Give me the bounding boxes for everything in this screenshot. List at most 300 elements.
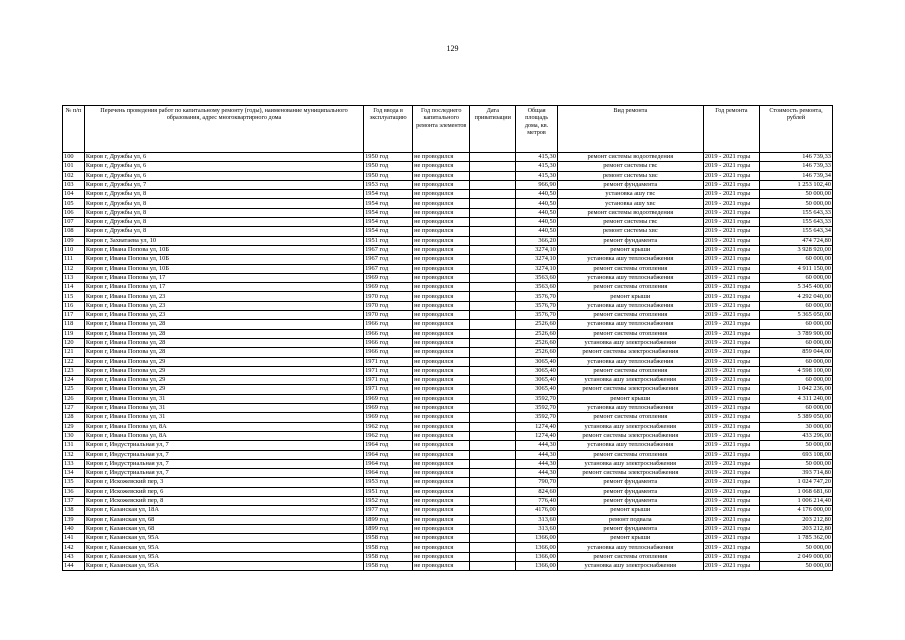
repair-kind: ремонт системы электроснабжения	[557, 431, 703, 440]
table-row	[63, 487, 833, 496]
year-built: 1962 год	[364, 431, 413, 440]
table-row	[63, 394, 833, 403]
year-built: 1966 год	[364, 329, 413, 338]
total-area: 440,50	[516, 208, 558, 217]
house-address: Киров г, Ивана Попова ул, 8А	[84, 431, 363, 440]
table-row	[63, 524, 833, 533]
row-number: 107	[63, 218, 85, 227]
repair-period: 2019 - 2021 годы	[703, 431, 759, 440]
repair-kind: ремонт системы электроснабжения	[557, 348, 703, 357]
total-area: 3065,40	[516, 366, 558, 375]
repair-kind: ремонт фундамента	[557, 478, 703, 487]
privatization-date	[470, 348, 516, 357]
row-number: 124	[63, 376, 85, 385]
header-last-repair: Год последнего капитального ремонта элементов	[413, 106, 470, 153]
last-repair: не проводился	[413, 534, 470, 543]
row-number: 126	[63, 394, 85, 403]
privatization-date	[470, 301, 516, 310]
last-repair: не проводился	[413, 562, 470, 571]
house-address: Киров г, Ивана Попова ул, 31	[84, 394, 363, 403]
privatization-date	[470, 329, 516, 338]
last-repair: не проводился	[413, 283, 470, 292]
total-area: 313,60	[516, 515, 558, 524]
total-area: 1366,00	[516, 543, 558, 552]
table-row	[63, 431, 833, 440]
repair-period: 2019 - 2021 годы	[703, 459, 759, 468]
privatization-date	[470, 543, 516, 552]
repair-cost: 3 789 900,00	[760, 329, 833, 338]
total-area: 415,30	[516, 162, 558, 171]
last-repair: не проводился	[413, 348, 470, 357]
repair-kind: установка ашу хвс	[557, 199, 703, 208]
repair-period: 2019 - 2021 годы	[703, 190, 759, 199]
repair-kind: ремонт системы электроснабжения	[557, 469, 703, 478]
house-address: Киров г, Казанская ул, 18А	[84, 506, 363, 515]
year-built: 1969 год	[364, 273, 413, 282]
row-number: 139	[63, 515, 85, 524]
repair-period: 2019 - 2021 годы	[703, 171, 759, 180]
last-repair: не проводился	[413, 329, 470, 338]
repair-period: 2019 - 2021 годы	[703, 394, 759, 403]
year-built: 1967 год	[364, 245, 413, 254]
privatization-date	[470, 441, 516, 450]
privatization-date	[470, 273, 516, 282]
table-row	[63, 283, 833, 292]
repair-cost: 4 598 100,00	[760, 366, 833, 375]
year-built: 1969 год	[364, 394, 413, 403]
repair-period: 2019 - 2021 годы	[703, 218, 759, 227]
repair-cost: 203 212,80	[760, 524, 833, 533]
house-address: Киров г, Ивана Попова ул, 29	[84, 376, 363, 385]
year-built: 1969 год	[364, 404, 413, 413]
table-row	[63, 292, 833, 301]
repair-period: 2019 - 2021 годы	[703, 496, 759, 505]
total-area: 440,50	[516, 190, 558, 199]
total-area: 440,50	[516, 218, 558, 227]
total-area: 2526,60	[516, 320, 558, 329]
last-repair: не проводился	[413, 413, 470, 422]
privatization-date	[470, 515, 516, 524]
row-number: 123	[63, 366, 85, 375]
repair-cost: 60 000,00	[760, 255, 833, 264]
repair-period: 2019 - 2021 годы	[703, 301, 759, 310]
table-row	[63, 469, 833, 478]
year-built: 1950 год	[364, 171, 413, 180]
row-number: 119	[63, 329, 85, 338]
total-area: 790,70	[516, 478, 558, 487]
table-row	[63, 459, 833, 468]
last-repair: не проводился	[413, 394, 470, 403]
repair-cost: 50 000,00	[760, 190, 833, 199]
row-number: 120	[63, 338, 85, 347]
total-area: 1274,40	[516, 422, 558, 431]
last-repair: не проводился	[413, 357, 470, 366]
total-area: 313,60	[516, 524, 558, 533]
last-repair: не проводился	[413, 376, 470, 385]
privatization-date	[470, 311, 516, 320]
house-address: Киров г, Дружбы ул, 6	[84, 162, 363, 171]
last-repair: не проводился	[413, 487, 470, 496]
year-built: 1967 год	[364, 255, 413, 264]
table-row	[63, 255, 833, 264]
year-built: 1969 год	[364, 413, 413, 422]
table-row	[63, 171, 833, 180]
house-address: Киров г, Искожевский пер, 8	[84, 496, 363, 505]
repair-cost: 60 000,00	[760, 376, 833, 385]
repair-kind: установка ашу электроснабжения	[557, 562, 703, 571]
last-repair: не проводился	[413, 218, 470, 227]
header-address: Перечень проведения работ по капитальному ремонту (годы), наименование муниципального образования, адрес многоквартирного дома	[84, 106, 363, 153]
repair-period: 2019 - 2021 годы	[703, 506, 759, 515]
header-year-built: Год ввода в эксплуатацию	[364, 106, 413, 153]
house-address: Киров г, Искожевский пер, 6	[84, 487, 363, 496]
repair-period: 2019 - 2021 годы	[703, 180, 759, 189]
year-built: 1966 год	[364, 348, 413, 357]
total-area: 1366,00	[516, 534, 558, 543]
row-number: 102	[63, 171, 85, 180]
last-repair: не проводился	[413, 171, 470, 180]
year-built: 1970 год	[364, 301, 413, 310]
privatization-date	[470, 376, 516, 385]
repair-cost: 1 253 102,40	[760, 180, 833, 189]
repair-cost: 693 108,00	[760, 450, 833, 459]
total-area: 440,50	[516, 227, 558, 236]
total-area: 776,40	[516, 496, 558, 505]
house-address: Киров г, Дружбы ул, 6	[84, 153, 363, 162]
table-row	[63, 320, 833, 329]
row-number: 103	[63, 180, 85, 189]
repair-cost: 5 389 050,00	[760, 413, 833, 422]
privatization-date	[470, 357, 516, 366]
repair-kind: установка ашу теплоснабжения	[557, 255, 703, 264]
year-built: 1966 год	[364, 320, 413, 329]
house-address: Киров г, Ивана Попова ул, 29	[84, 357, 363, 366]
repair-cost: 30 000,00	[760, 422, 833, 431]
house-address: Киров г, Дружбы ул, 8	[84, 199, 363, 208]
privatization-date	[470, 562, 516, 571]
table-row	[63, 552, 833, 561]
table-row	[63, 218, 833, 227]
privatization-date	[470, 199, 516, 208]
total-area: 3576,70	[516, 311, 558, 320]
last-repair: не проводился	[413, 543, 470, 552]
repair-kind: ремонт системы гвс	[557, 162, 703, 171]
repair-kind: ремонт системы электроснабжения	[557, 385, 703, 394]
repair-cost: 50 000,00	[760, 459, 833, 468]
last-repair: не проводился	[413, 441, 470, 450]
house-address: Киров г, Ивана Попова ул, 31	[84, 413, 363, 422]
house-address: Киров г, Дружбы ул, 8	[84, 227, 363, 236]
privatization-date	[470, 394, 516, 403]
house-address: Киров г, Ивана Попова ул, 17	[84, 273, 363, 282]
year-built: 1950 год	[364, 162, 413, 171]
repair-kind: ремонт системы отопления	[557, 329, 703, 338]
privatization-date	[470, 227, 516, 236]
repair-period: 2019 - 2021 годы	[703, 478, 759, 487]
last-repair: не проводился	[413, 524, 470, 533]
repair-cost: 60 000,00	[760, 357, 833, 366]
privatization-date	[470, 283, 516, 292]
row-number: 108	[63, 227, 85, 236]
repair-cost: 2 049 000,00	[760, 552, 833, 561]
table-row	[63, 506, 833, 515]
privatization-date	[470, 208, 516, 217]
total-area: 2526,60	[516, 329, 558, 338]
repair-kind: ремонт системы хвс	[557, 171, 703, 180]
repair-period: 2019 - 2021 годы	[703, 562, 759, 571]
last-repair: не проводился	[413, 208, 470, 217]
repair-kind: установка ашу теплоснабжения	[557, 301, 703, 310]
privatization-date	[470, 264, 516, 273]
year-built: 1954 год	[364, 199, 413, 208]
row-number: 122	[63, 357, 85, 366]
repair-kind: ремонт крыши	[557, 506, 703, 515]
repair-period: 2019 - 2021 годы	[703, 450, 759, 459]
row-number: 118	[63, 320, 85, 329]
total-area: 3563,60	[516, 273, 558, 282]
repair-period: 2019 - 2021 годы	[703, 255, 759, 264]
last-repair: не проводился	[413, 162, 470, 171]
year-built: 1971 год	[364, 376, 413, 385]
total-area: 2526,60	[516, 348, 558, 357]
table-row	[63, 264, 833, 273]
table-row	[63, 348, 833, 357]
repair-kind: ремонт системы водоотведения	[557, 208, 703, 217]
repair-cost: 4 176 000,00	[760, 506, 833, 515]
last-repair: не проводился	[413, 301, 470, 310]
last-repair: не проводился	[413, 422, 470, 431]
house-address: Киров г, Ивана Попова ул, 28	[84, 338, 363, 347]
year-built: 1950 год	[364, 153, 413, 162]
repair-kind: установка ашу гвс	[557, 190, 703, 199]
last-repair: не проводился	[413, 552, 470, 561]
house-address: Киров г, Дружбы ул, 8	[84, 208, 363, 217]
privatization-date	[470, 292, 516, 301]
year-built: 1951 год	[364, 487, 413, 496]
privatization-date	[470, 534, 516, 543]
table-row	[63, 534, 833, 543]
row-number: 128	[63, 413, 85, 422]
last-repair: не проводился	[413, 311, 470, 320]
total-area: 3592,70	[516, 404, 558, 413]
last-repair: не проводился	[413, 320, 470, 329]
year-built: 1964 год	[364, 469, 413, 478]
row-number: 136	[63, 487, 85, 496]
house-address: Киров г, Ивана Попова ул, 28	[84, 320, 363, 329]
repair-kind: ремонт фундамента	[557, 496, 703, 505]
row-number: 113	[63, 273, 85, 282]
repair-cost: 4 292 040,00	[760, 292, 833, 301]
repair-cost: 60 000,00	[760, 273, 833, 282]
last-repair: не проводился	[413, 292, 470, 301]
repair-period: 2019 - 2021 годы	[703, 245, 759, 254]
repair-cost: 393 714,80	[760, 469, 833, 478]
row-number: 114	[63, 283, 85, 292]
year-built: 1958 год	[364, 543, 413, 552]
total-area: 966,90	[516, 180, 558, 189]
repair-cost: 50 000,00	[760, 543, 833, 552]
privatization-date	[470, 413, 516, 422]
repair-period: 2019 - 2021 годы	[703, 543, 759, 552]
row-number: 105	[63, 199, 85, 208]
row-number: 100	[63, 153, 85, 162]
house-address: Киров г, Дружбы ул, 8	[84, 190, 363, 199]
table-row	[63, 338, 833, 347]
year-built: 1954 год	[364, 208, 413, 217]
repair-cost: 1 068 681,60	[760, 487, 833, 496]
repair-kind: установка ашу теплоснабжения	[557, 357, 703, 366]
house-address: Киров г, Дружбы ул, 8	[84, 218, 363, 227]
table-row	[63, 413, 833, 422]
repair-kind: ремонт системы отопления	[557, 366, 703, 375]
row-number: 132	[63, 450, 85, 459]
last-repair: не проводился	[413, 404, 470, 413]
last-repair: не проводился	[413, 190, 470, 199]
repair-period: 2019 - 2021 годы	[703, 320, 759, 329]
row-number: 117	[63, 311, 85, 320]
repair-cost: 5 345 400,00	[760, 283, 833, 292]
row-number: 125	[63, 385, 85, 394]
repair-period: 2019 - 2021 годы	[703, 227, 759, 236]
repair-cost: 5 365 050,00	[760, 311, 833, 320]
privatization-date	[470, 236, 516, 245]
privatization-date	[470, 487, 516, 496]
last-repair: не проводился	[413, 264, 470, 273]
repair-period: 2019 - 2021 годы	[703, 273, 759, 282]
total-area: 4176,00	[516, 506, 558, 515]
last-repair: не проводился	[413, 366, 470, 375]
table-row	[63, 301, 833, 310]
total-area: 2526,60	[516, 338, 558, 347]
year-built: 1971 год	[364, 357, 413, 366]
table-row	[63, 180, 833, 189]
repair-period: 2019 - 2021 годы	[703, 236, 759, 245]
table-header-row	[63, 106, 833, 153]
house-address: Киров г, Захватаева ул, 10	[84, 236, 363, 245]
table-row	[63, 376, 833, 385]
repair-kind: установка ашу теплоснабжения	[557, 320, 703, 329]
house-address: Киров г, Искожевский пер, 3	[84, 478, 363, 487]
total-area: 824,60	[516, 487, 558, 496]
year-built: 1964 год	[364, 459, 413, 468]
repair-period: 2019 - 2021 годы	[703, 524, 759, 533]
last-repair: не проводился	[413, 180, 470, 189]
total-area: 444,30	[516, 459, 558, 468]
repair-cost: 155 643,34	[760, 227, 833, 236]
house-address: Киров г, Ивана Попова ул, 10Б	[84, 264, 363, 273]
repair-cost: 4 911 150,00	[760, 264, 833, 273]
row-number: 106	[63, 208, 85, 217]
repair-kind: установка ашу электроснабжения	[557, 376, 703, 385]
header-area: Общая площадь дома, кв. метров	[516, 106, 558, 153]
year-built: 1952 год	[364, 496, 413, 505]
repair-cost: 60 000,00	[760, 320, 833, 329]
house-address: Киров г, Казанская ул, 68	[84, 524, 363, 533]
privatization-date	[470, 171, 516, 180]
house-address: Киров г, Индустриальная ул, 7	[84, 450, 363, 459]
year-built: 1971 год	[364, 366, 413, 375]
year-built: 1951 год	[364, 236, 413, 245]
privatization-date	[470, 422, 516, 431]
privatization-date	[470, 385, 516, 394]
privatization-date	[470, 404, 516, 413]
house-address: Киров г, Ивана Попова ул, 23	[84, 292, 363, 301]
total-area: 3065,40	[516, 376, 558, 385]
total-area: 1366,00	[516, 552, 558, 561]
privatization-date	[470, 338, 516, 347]
privatization-date	[470, 552, 516, 561]
repair-cost: 1 006 214,40	[760, 496, 833, 505]
row-number: 135	[63, 478, 85, 487]
repair-kind: ремонт системы отопления	[557, 552, 703, 561]
privatization-date	[470, 459, 516, 468]
privatization-date	[470, 506, 516, 515]
page-number: 129	[446, 44, 459, 53]
repair-period: 2019 - 2021 годы	[703, 357, 759, 366]
repair-cost: 433 296,00	[760, 431, 833, 440]
row-number: 144	[63, 562, 85, 571]
house-address: Киров г, Ивана Попова ул, 17	[84, 283, 363, 292]
table-row	[63, 385, 833, 394]
row-number: 110	[63, 245, 85, 254]
privatization-date	[470, 478, 516, 487]
table-row	[63, 199, 833, 208]
repair-period: 2019 - 2021 годы	[703, 348, 759, 357]
repair-cost: 474 724,80	[760, 236, 833, 245]
table-row	[63, 515, 833, 524]
last-repair: не проводился	[413, 236, 470, 245]
total-area: 415,30	[516, 171, 558, 180]
total-area: 444,30	[516, 441, 558, 450]
last-repair: не проводился	[413, 227, 470, 236]
header-privatization: Дата приватизации	[470, 106, 516, 153]
repair-cost: 146 739,34	[760, 171, 833, 180]
year-built: 1954 год	[364, 227, 413, 236]
house-address: Киров г, Ивана Попова ул, 23	[84, 301, 363, 310]
repair-cost: 203 212,80	[760, 515, 833, 524]
table-row	[63, 236, 833, 245]
repair-kind: ремонт подвала	[557, 515, 703, 524]
table-row	[63, 153, 833, 162]
repair-cost: 1 042 236,00	[760, 385, 833, 394]
last-repair: не проводился	[413, 478, 470, 487]
table-row	[63, 162, 833, 171]
total-area: 1366,00	[516, 562, 558, 571]
repair-cost: 859 044,00	[760, 348, 833, 357]
table-row	[63, 208, 833, 217]
house-address: Киров г, Ивана Попова ул, 10Б	[84, 255, 363, 264]
privatization-date	[470, 180, 516, 189]
repair-period: 2019 - 2021 годы	[703, 283, 759, 292]
year-built: 1958 год	[364, 534, 413, 543]
house-address: Киров г, Индустриальная ул, 7	[84, 441, 363, 450]
total-area: 440,50	[516, 199, 558, 208]
repair-kind: установка ашу электроснабжения	[557, 459, 703, 468]
last-repair: не проводился	[413, 153, 470, 162]
repair-period: 2019 - 2021 годы	[703, 441, 759, 450]
repair-period: 2019 - 2021 годы	[703, 422, 759, 431]
row-number: 142	[63, 543, 85, 552]
header-repair-kind: Вид ремонта	[557, 106, 703, 153]
year-built: 1970 год	[364, 311, 413, 320]
row-number: 137	[63, 496, 85, 505]
total-area: 3274,10	[516, 264, 558, 273]
row-number: 121	[63, 348, 85, 357]
table-row	[63, 273, 833, 282]
year-built: 1958 год	[364, 552, 413, 561]
repair-period: 2019 - 2021 годы	[703, 413, 759, 422]
row-number: 140	[63, 524, 85, 533]
